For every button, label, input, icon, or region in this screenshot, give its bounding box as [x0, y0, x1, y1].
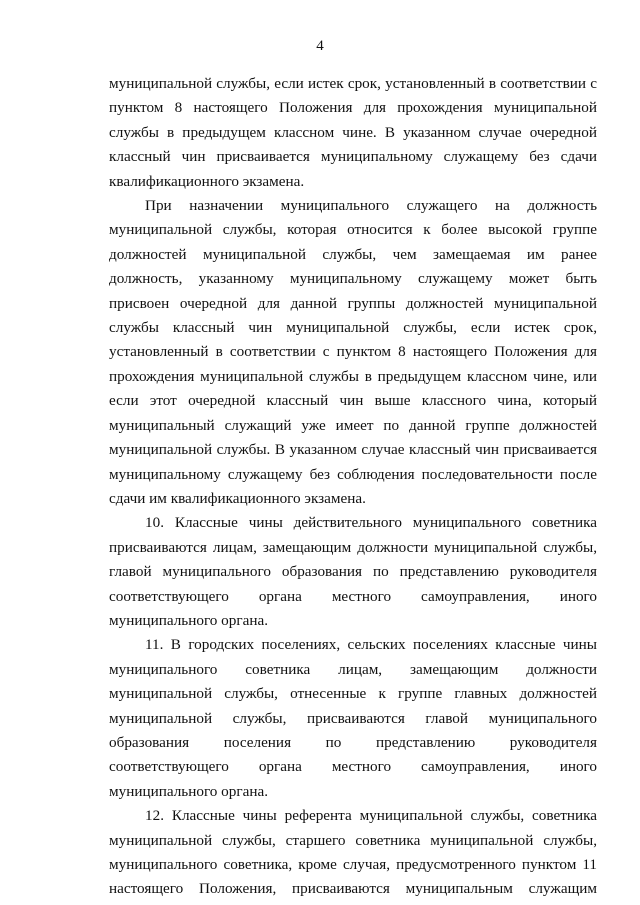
document-body	[109, 72, 597, 902]
paragraph-continuation: муниципальной службы, если истек срок, установленный в соответствии с пунктом 8 настоящего Положения для прохождения муниципальной службы в предыдущем классном чине. В указанном случае очередной классный чин присваивается муниципальному служащему без сдачи квалификационного экзамена.	[109, 75, 597, 190]
paragraph-item-11: 11. В городских поселениях, сельских поселениях классные чины муниципального советника лицам, замещающим должности муниципальной службы, отнесенные к группе главных должностей муниципальной службы, присваиваются главой муниципального образования поселения по представлению руководителя соответствующего органа местного самоуправления, иного муниципального органа.	[109, 636, 597, 800]
paragraph-item-10: 10. Классные чины действительного муниципального советника присваиваются лицам, замещающим должности муниципальной службы, главой муниципального образования по представлению руководителя соответствующего органа местного самоуправления, иного муниципального органа.	[109, 514, 597, 629]
paragraph-item-12: 12. Классные чины референта муниципальной службы, советника муниципальной службы, старшего советника муниципальной службы, муниципального советника, кроме случая, предусмотренного пунктом 11 настоящего Положения, присваиваются муниципальным служащим	[109, 807, 597, 898]
paragraph-appointment-higher-group: При назначении муниципального служащего на должность муниципальной службы, которая относится к более высокой группе должностей муниципальной службы, чем замещаемая им ранее должность, указанному муниципальному служащему может быть присвоен очередной для данной группы должностей муниципальной службы классный чин муниципальной службы, если истек срок, установленный в соответствии с пунктом 8 настоящего Положения для прохождения муниципальной службы в предыдущем классном чине, или если этот очередной классный чин выше классного чина, который муниципальный служащий уже имеет по данной группе должностей муниципальной службы. В указанном случае классный чин присваивается муниципальному служащему без соблюдения последовательности после сдачи им квалификационного экзамена.	[109, 197, 597, 507]
page-number: 4	[316, 38, 324, 54]
